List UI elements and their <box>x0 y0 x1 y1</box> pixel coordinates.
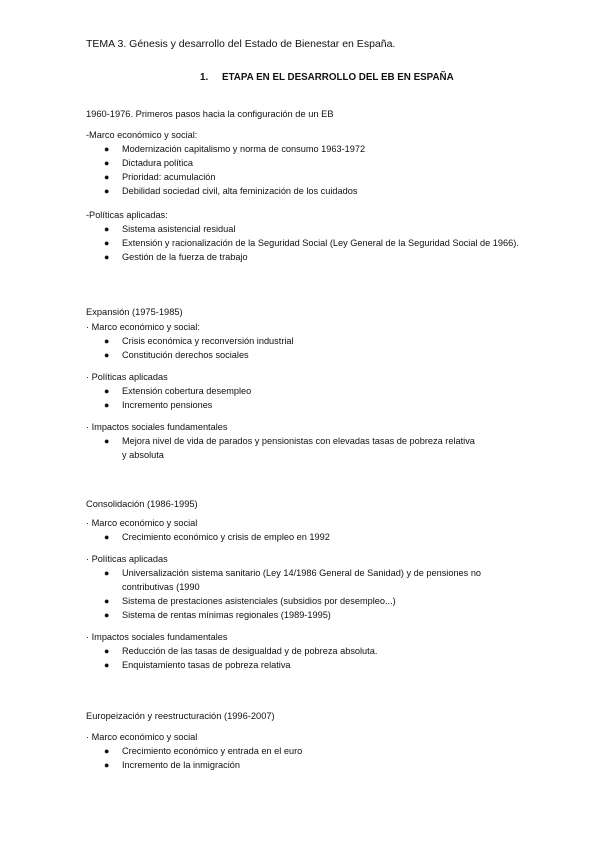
bullet-list <box>86 644 482 672</box>
group-label: -Marco económico y social: <box>86 130 198 140</box>
list-item: ● Debilidad sociedad civil, alta feminización de los cuidados <box>104 186 358 196</box>
bullet-icon: ● <box>104 336 110 346</box>
list-item: ● Reducción de las tasas de desigualdad y de pobreza absoluta. <box>104 646 378 656</box>
list-item: ● Extensión y racionalización de la Seguridad Social (Ley General de la Seguridad Social de 1966). <box>104 238 519 248</box>
bullet-list <box>86 434 482 462</box>
document-title: TEMA 3. Génesis y desarrollo del Estado de Bienestar en España. <box>86 38 396 50</box>
bullet-icon: ● <box>104 596 110 606</box>
bullet-icon: ● <box>104 746 110 756</box>
list-item: ● Crecimiento económico y entrada en el euro <box>104 746 303 756</box>
list-item: ● Extensión cobertura desempleo <box>104 386 252 396</box>
period-title: Expansión (1975-1985) <box>86 307 183 317</box>
bullet-icon: ● <box>104 238 110 248</box>
list-item: ● Enquistamiento tasas de pobreza relativa <box>104 660 291 670</box>
period-title: 1960-1976. Primeros pasos hacia la configuración de un EB <box>86 109 334 119</box>
list-item: ● Modernización capitalismo y norma de consumo 1963-1972 <box>104 144 366 154</box>
bullet-icon: ● <box>104 224 110 234</box>
group-label: · Marco económico y social <box>86 518 198 528</box>
section-heading <box>200 72 454 83</box>
period-expansion <box>86 304 482 462</box>
list-item: ● Prioridad: acumulación <box>104 172 216 182</box>
bullet-icon: ● <box>104 568 110 578</box>
bullet-list <box>86 384 482 412</box>
list-item: ● Crisis económica y reconversión industrial <box>104 336 294 346</box>
list-item: ● Incremento pensiones <box>104 400 213 410</box>
bullet-list <box>86 744 302 772</box>
group-label: · Marco económico y social: <box>86 322 200 332</box>
bullet-icon: ● <box>104 386 110 396</box>
bullet-list <box>86 566 482 622</box>
bullet-icon: ● <box>104 186 110 196</box>
bullet-list <box>86 222 519 264</box>
bullet-list <box>86 142 519 198</box>
list-item: ● Gestión de la fuerza de trabajo <box>104 252 248 262</box>
bullet-icon: ● <box>104 660 110 670</box>
group-label: · Marco económico y social <box>86 732 198 742</box>
bullet-icon: ● <box>104 610 110 620</box>
bullet-icon: ● <box>104 646 110 656</box>
list-item: ● Sistema asistencial residual <box>104 224 236 234</box>
list-item: ● Incremento de la inmigración <box>104 760 240 770</box>
bullet-icon: ● <box>104 144 110 154</box>
group-label: -Políticas aplicadas: <box>86 210 168 220</box>
bullet-icon: ● <box>104 760 110 770</box>
section-number: 1. <box>200 72 209 83</box>
list-item: ● Dictadura política <box>104 158 193 168</box>
bullet-list <box>86 530 482 544</box>
bullet-icon: ● <box>104 436 110 446</box>
list-item: ● Sistema de prestaciones asistenciales (subsidios por desempleo...) <box>104 596 396 606</box>
list-item: ● Constitución derechos sociales <box>104 350 249 360</box>
group-label: · Políticas aplicadas <box>86 554 168 564</box>
period-title: Consolidación (1986-1995) <box>86 499 198 509</box>
list-item: ● Universalización sistema sanitario (Ley 14/1986 General de Sanidad) y de pensiones no contributivas (1990 <box>104 568 482 592</box>
bullet-icon: ● <box>104 172 110 182</box>
group-label: · Impactos sociales fundamentales <box>86 422 228 432</box>
bullet-icon: ● <box>104 158 110 168</box>
list-item: ● Crecimiento económico y crisis de empleo en 1992 <box>104 532 330 542</box>
bullet-icon: ● <box>104 532 110 542</box>
list-item: ● Mejora nivel de vida de parados y pensionistas con elevadas tasas de pobreza relativa y absoluta <box>104 436 475 460</box>
list-item: ● Sistema de rentas mínimas regionales (1989-1995) <box>104 610 331 620</box>
section-title: ETAPA EN EL DESARROLLO DEL EB EN ESPAÑA <box>222 72 454 83</box>
bullet-icon: ● <box>104 350 110 360</box>
period-title: Europeización y reestructuración (1996-2007) <box>86 711 275 721</box>
bullet-list <box>86 334 482 362</box>
period-europeizacion <box>86 708 302 772</box>
group-label: · Impactos sociales fundamentales <box>86 632 228 642</box>
bullet-icon: ● <box>104 252 110 262</box>
period-1960-1976 <box>86 106 519 264</box>
group-label: · Políticas aplicadas <box>86 372 168 382</box>
period-consolidacion <box>86 496 482 672</box>
bullet-icon: ● <box>104 400 110 410</box>
